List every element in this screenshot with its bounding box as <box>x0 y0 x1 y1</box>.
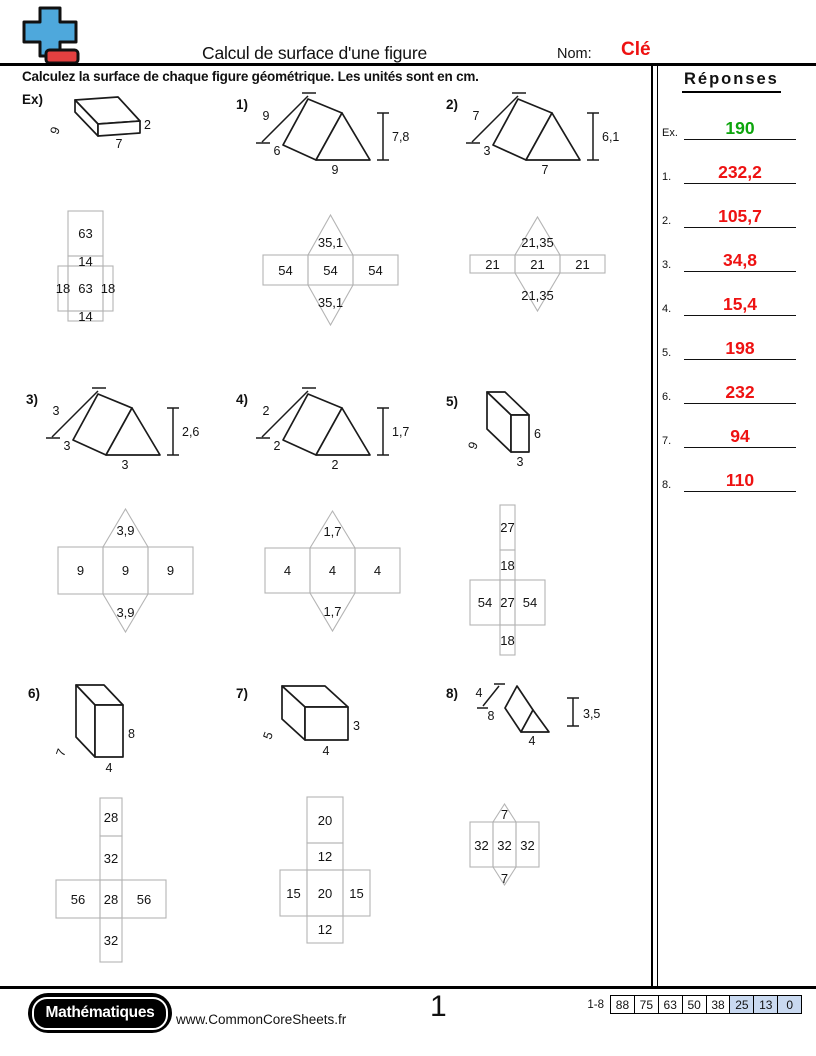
answer-value: 190 <box>725 118 755 138</box>
answer-value: 105,7 <box>718 206 762 226</box>
answer-blank-line <box>684 426 796 448</box>
score-table <box>610 995 802 1014</box>
answer-label: 8. <box>662 479 672 491</box>
net-cell-value: 63 <box>78 281 93 296</box>
problem-1-net <box>258 205 408 335</box>
problem-3-figure <box>40 381 200 476</box>
problem-5-number: 5) <box>446 394 459 409</box>
problem-8-figure <box>465 678 600 753</box>
net-cell-value: 15 <box>349 886 364 901</box>
name-value: Clé <box>621 39 651 60</box>
net-tri-value: 3,9 <box>116 523 135 538</box>
dim-height: 8 <box>128 727 135 741</box>
dim-base: 4 <box>528 734 536 748</box>
dim-slant: 4 <box>475 686 483 700</box>
net-cell-value: 4 <box>328 563 337 578</box>
net-cell-value: 28 <box>103 810 119 825</box>
header-rule <box>0 63 816 66</box>
answer-label: 2. <box>662 215 672 227</box>
answer-blank-line <box>684 250 796 272</box>
net-cell-value: 54 <box>522 595 538 610</box>
net-tri-value: 7 <box>500 807 509 822</box>
net-cell-value: 18 <box>55 281 71 296</box>
answer-blank-line <box>684 470 796 492</box>
dim-side: 8 <box>487 709 495 723</box>
dim-depth: 9 <box>47 124 64 137</box>
net-cell-value: 4 <box>283 563 292 578</box>
net-cell-value: 12 <box>317 849 333 864</box>
answer-value: 15,4 <box>722 294 758 314</box>
sidebar-divider-inner <box>657 64 659 986</box>
answers-title: Réponses <box>682 70 781 93</box>
dim-base: 7 <box>541 163 549 177</box>
answer-row-2 <box>660 199 806 228</box>
score-cell: 38 <box>706 996 730 1013</box>
problem-6-figure <box>55 678 150 778</box>
net-cell-value: 28 <box>103 892 119 907</box>
net-cell-value: 63 <box>78 226 93 241</box>
problem-4-net <box>262 505 412 645</box>
answer-row-6 <box>660 375 806 404</box>
score-cell: 63 <box>658 996 682 1013</box>
dim-height: 7,8 <box>392 130 410 144</box>
problem-4-figure <box>250 381 410 476</box>
answer-label: Ex. <box>662 127 678 139</box>
net-cell-value: 32 <box>103 851 119 866</box>
problem-ex-number: Ex) <box>22 92 44 107</box>
problem-5-net <box>465 500 555 660</box>
dim-width: 4 <box>322 744 330 758</box>
brand-plus-icon <box>22 6 86 66</box>
problem-7-number: 7) <box>236 686 249 701</box>
score-cell: 0 <box>777 996 801 1013</box>
problem-3-number: 3) <box>26 392 39 407</box>
dim-height: 6 <box>534 427 541 441</box>
net-cell-value: 18 <box>100 281 116 296</box>
brand-badge <box>28 993 172 1033</box>
answer-blank-line <box>684 206 796 228</box>
net-cell-value: 56 <box>70 892 86 907</box>
answer-row-ex <box>660 111 806 140</box>
page-title: Calcul de surface d'une figure <box>202 43 427 63</box>
net-cell-value: 32 <box>520 838 535 853</box>
problem-8-number: 8) <box>446 686 459 701</box>
net-cell-value: 54 <box>278 263 293 278</box>
dim-height: 3,5 <box>583 707 601 721</box>
answer-value: 232 <box>725 382 755 402</box>
problem-2-figure <box>460 86 620 181</box>
net-tri-value: 21,35 <box>521 235 554 250</box>
answer-value: 198 <box>725 338 755 358</box>
net-cell-value: 18 <box>500 558 515 573</box>
net-cell-value: 21 <box>485 257 500 272</box>
answer-row-1 <box>660 155 806 184</box>
instruction-text: Calculez la surface de chaque figure géométrique. Les unités sont en cm. <box>22 69 479 84</box>
net-cell-value: 32 <box>474 838 489 853</box>
net-cell-value: 54 <box>477 595 493 610</box>
answer-label: 6. <box>662 391 672 403</box>
net-cell-value: 15 <box>286 886 301 901</box>
problem-1-number: 1) <box>236 97 249 112</box>
net-cell-value: 21 <box>530 257 545 272</box>
net-tri-value: 35,1 <box>317 235 344 250</box>
net-cell-value: 14 <box>78 309 93 324</box>
problem-7-net <box>265 790 390 955</box>
dim-width: 7 <box>115 137 123 151</box>
dim-base: 3 <box>121 458 129 472</box>
dim-base: 9 <box>331 163 339 177</box>
net-tri-value: 3,9 <box>116 605 135 620</box>
answer-blank-line <box>684 162 796 184</box>
score-cell: 13 <box>753 996 777 1013</box>
dim-side: 3 <box>483 144 491 158</box>
problem-7-figure <box>260 678 375 763</box>
answer-label: 4. <box>662 303 672 315</box>
net-cell-value: 18 <box>500 633 515 648</box>
net-cell-value: 20 <box>317 886 333 901</box>
net-cell-value: 9 <box>76 563 85 578</box>
name-label: Nom: <box>557 46 592 62</box>
answer-value: 110 <box>725 470 755 490</box>
answer-blank-line <box>684 382 796 404</box>
dim-depth: 9 <box>465 439 482 452</box>
dim-side: 6 <box>273 144 281 158</box>
answer-row-8 <box>660 463 806 492</box>
net-cell-value: 56 <box>136 892 152 907</box>
net-cell-value: 21 <box>575 257 590 272</box>
dim-depth: 5 <box>260 729 277 742</box>
answer-value: 34,8 <box>722 250 758 270</box>
problem-1-figure <box>250 86 410 181</box>
problem-4-number: 4) <box>236 392 249 407</box>
dim-width: 3 <box>516 455 524 469</box>
problem-5-figure <box>465 385 560 475</box>
dim-width: 4 <box>105 761 113 775</box>
dim-slant: 2 <box>262 404 270 418</box>
website-text: www.CommonCoreSheets.fr <box>176 1012 347 1027</box>
net-cell-value: 27 <box>500 520 515 535</box>
answer-row-4 <box>660 287 806 316</box>
net-cell-value: 54 <box>368 263 383 278</box>
problem-8-net <box>460 795 580 900</box>
page-number: 1 <box>430 990 447 1023</box>
problem-3-net <box>50 505 210 645</box>
score-cell: 50 <box>682 996 706 1013</box>
net-cell-value: 4 <box>373 563 382 578</box>
net-tri-value: 35,1 <box>317 295 344 310</box>
sidebar-divider-outer <box>651 64 653 986</box>
net-cell-value: 54 <box>323 263 338 278</box>
answer-blank-line <box>684 294 796 316</box>
dim-depth: 7 <box>53 746 70 759</box>
dim-side: 3 <box>63 439 71 453</box>
answer-label: 5. <box>662 347 672 359</box>
answer-blank-line <box>684 118 796 140</box>
net-tri-value: 1,7 <box>323 604 342 619</box>
answer-value: 232,2 <box>718 162 762 182</box>
brand-badge-label: Mathématiques <box>32 997 168 1030</box>
net-cell-value: 9 <box>166 563 175 578</box>
dim-height: 2,6 <box>182 425 200 439</box>
answer-label: 1. <box>662 171 672 183</box>
dim-height: 1,7 <box>392 425 410 439</box>
problem-6-net <box>55 790 180 970</box>
answer-blank-line <box>684 338 796 360</box>
dim-slant: 9 <box>262 109 270 123</box>
net-cell-value: 32 <box>497 838 512 853</box>
net-cell-value: 20 <box>317 813 333 828</box>
problem-ex-figure <box>48 88 168 163</box>
score-cell: 25 <box>729 996 753 1013</box>
score-range-label: 1-8 <box>587 999 604 1011</box>
problem-ex-net <box>55 205 130 330</box>
answer-label: 7. <box>662 435 672 447</box>
net-cell-value: 9 <box>121 563 130 578</box>
problem-2-number: 2) <box>446 97 459 112</box>
dim-height: 6,1 <box>602 130 620 144</box>
problem-6-number: 6) <box>28 686 41 701</box>
footer-rule <box>0 986 816 989</box>
net-cell-value: 14 <box>78 254 93 269</box>
net-cell-value: 12 <box>317 922 333 937</box>
answer-row-3 <box>660 243 806 272</box>
answer-value: 94 <box>730 426 750 446</box>
problem-2-net <box>465 205 615 335</box>
net-tri-value: 21,35 <box>521 288 554 303</box>
score-cell: 88 <box>611 996 634 1013</box>
net-cell-value: 27 <box>500 595 515 610</box>
net-tri-value: 7 <box>500 871 509 886</box>
net-cell-value: 32 <box>103 933 119 948</box>
dim-side: 2 <box>273 439 281 453</box>
answer-row-5 <box>660 331 806 360</box>
score-cell: 75 <box>634 996 658 1013</box>
dim-height: 3 <box>353 719 360 733</box>
answer-label: 3. <box>662 259 672 271</box>
dim-base: 2 <box>331 458 339 472</box>
dim-slant: 7 <box>472 109 480 123</box>
dim-height: 2 <box>144 118 151 132</box>
dim-slant: 3 <box>52 404 60 418</box>
answer-row-7 <box>660 419 806 448</box>
net-tri-value: 1,7 <box>323 524 342 539</box>
